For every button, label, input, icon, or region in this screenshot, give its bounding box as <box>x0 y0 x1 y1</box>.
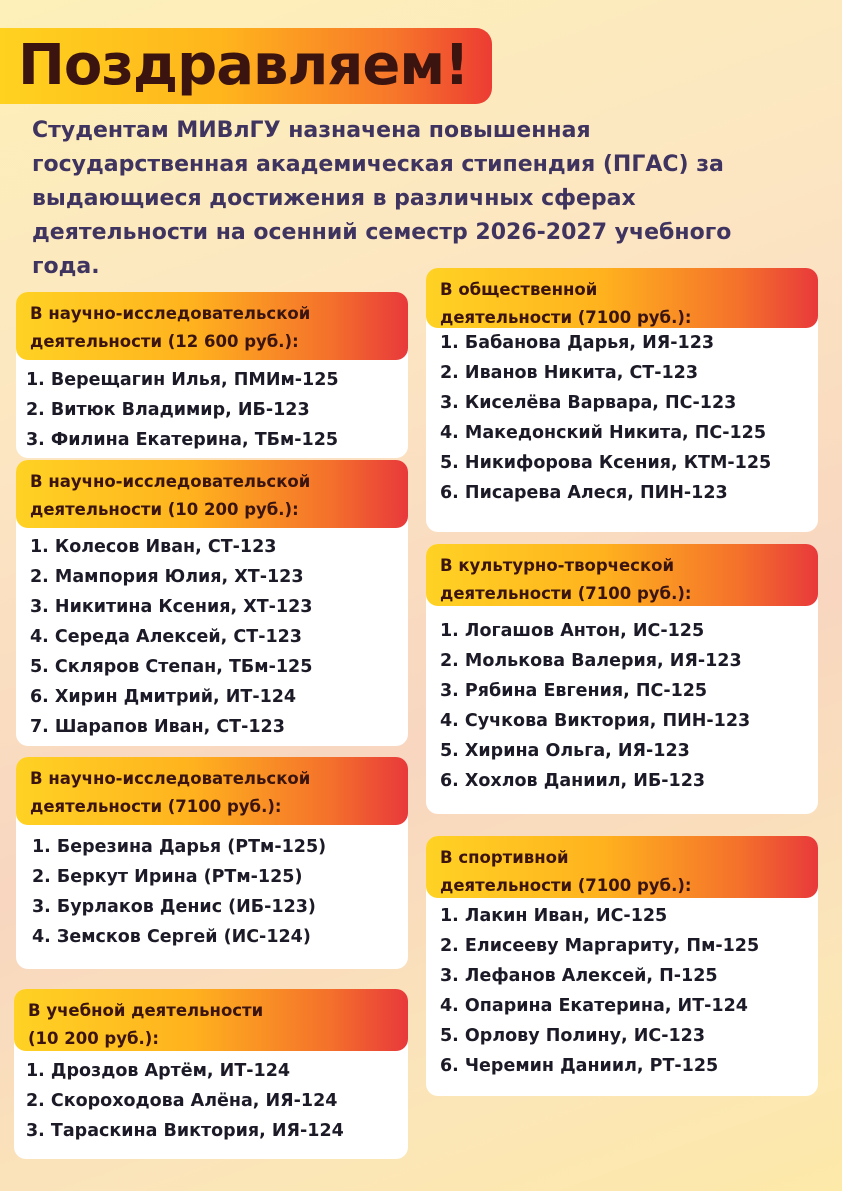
heading-line-2: деятельности (7100 руб.): <box>440 584 692 603</box>
heading-line-2: деятельности (7100 руб.): <box>440 876 692 895</box>
list-item: 6. Черемин Даниил, РТ-125 <box>440 1056 719 1076</box>
list-item: 5. Орлову Полину, ИС-123 <box>440 1026 706 1046</box>
list-item: 3. Никитина Ксения, ХТ-123 <box>30 597 313 617</box>
page-title: Поздравляем! <box>18 33 469 98</box>
list-item: 6. Хирин Дмитрий, ИТ-124 <box>30 687 297 707</box>
list-item: 2. Витюк Владимир, ИБ-123 <box>26 400 310 420</box>
list-item: 6. Писарева Алеся, ПИН-123 <box>440 483 728 503</box>
heading-line-1: В научно-исследовательской <box>30 769 311 788</box>
list-culture <box>440 616 750 796</box>
list-science-12600 <box>26 365 339 455</box>
intro-text: Студентам МИВлГУ назначена повышенная государственная академическая стипендия (ПГАС) за выдающиеся достижения в различных сферах деятельности на осенний семестр 2026-2027 учебного года. <box>32 118 732 279</box>
heading-social <box>426 268 818 328</box>
heading-line-2: деятельности (10 200 руб.): <box>30 500 299 519</box>
heading-line-1: В культурно-творческой <box>440 556 675 575</box>
heading-study <box>14 989 408 1051</box>
title-banner <box>0 28 492 104</box>
list-item: 3. Бурлаков Денис (ИБ-123) <box>32 897 316 917</box>
list-item: 1. Верещагин Илья, ПМИм-125 <box>26 370 339 390</box>
heading-line-2: деятельности (7100 руб.): <box>30 797 282 816</box>
heading-line-2: (10 200 руб.): <box>28 1029 159 1048</box>
list-item: 3. Рябина Евгения, ПС-125 <box>440 681 708 701</box>
heading-culture <box>426 544 818 606</box>
heading-line-1: В научно-исследовательской <box>30 304 311 323</box>
list-item: 2. Молькова Валерия, ИЯ-123 <box>440 651 742 671</box>
list-item: 3. Лефанов Алексей, П-125 <box>440 966 718 986</box>
list-item: 5. Никифорова Ксения, КТМ-125 <box>440 453 772 473</box>
list-item: 1. Бабанова Дарья, ИЯ-123 <box>440 333 715 353</box>
list-item: 3. Тараскина Виктория, ИЯ-124 <box>26 1121 344 1141</box>
list-science-10200 <box>30 532 312 742</box>
list-sport <box>440 901 759 1081</box>
list-social <box>440 328 771 508</box>
list-item: 3. Филина Екатерина, ТБм-125 <box>26 430 339 450</box>
list-item: 2. Скороходова Алёна, ИЯ-124 <box>26 1091 338 1111</box>
heading-sport <box>426 836 818 898</box>
heading-line-1: В научно-исследовательской <box>30 472 311 491</box>
list-item: 4. Середа Алексей, СТ-123 <box>30 627 302 647</box>
list-item: 2. Мампория Юлия, ХТ-123 <box>30 567 304 587</box>
heading-science-7100 <box>16 757 408 825</box>
heading-line-1: В спортивной <box>440 848 569 867</box>
list-item: 1. Логашов Антон, ИС-125 <box>440 621 705 641</box>
list-item: 1. Дроздов Артём, ИТ-124 <box>26 1061 291 1081</box>
list-item: 5. Хирина Ольга, ИЯ-123 <box>440 741 690 761</box>
list-item: 6. Хохлов Даниил, ИБ-123 <box>440 771 706 791</box>
heading-science-10200 <box>16 460 408 528</box>
heading-line-2: деятельности (7100 руб.): <box>440 308 692 327</box>
list-item: 7. Шарапов Иван, СТ-123 <box>30 717 285 737</box>
heading-line-1: В учебной деятельности <box>28 1001 264 1020</box>
heading-line-2: деятельности (12 600 руб.): <box>30 332 299 351</box>
list-item: 3. Киселёва Варвара, ПС-123 <box>440 393 737 413</box>
list-item: 2. Иванов Никита, СТ-123 <box>440 363 699 383</box>
list-item: 1. Колесов Иван, СТ-123 <box>30 537 277 557</box>
heading-line-1: В общественной <box>440 280 598 299</box>
list-item: 1. Березина Дарья (РТм-125) <box>32 837 327 857</box>
list-item: 2. Беркут Ирина (РТм-125) <box>32 867 303 887</box>
heading-science-12600 <box>16 292 408 360</box>
list-science-7100 <box>32 832 326 952</box>
list-item: 1. Лакин Иван, ИС-125 <box>440 906 668 926</box>
list-item: 4. Опарина Екатерина, ИТ-124 <box>440 996 748 1016</box>
list-item: 4. Земсков Сергей (ИС-124) <box>32 927 311 947</box>
list-item: 5. Скляров Степан, ТБм-125 <box>30 657 313 677</box>
list-item: 2. Елисееву Маргариту, Пм-125 <box>440 936 760 956</box>
list-item: 4. Македонский Никита, ПС-125 <box>440 423 767 443</box>
list-item: 4. Сучкова Виктория, ПИН-123 <box>440 711 751 731</box>
list-study <box>26 1056 344 1146</box>
